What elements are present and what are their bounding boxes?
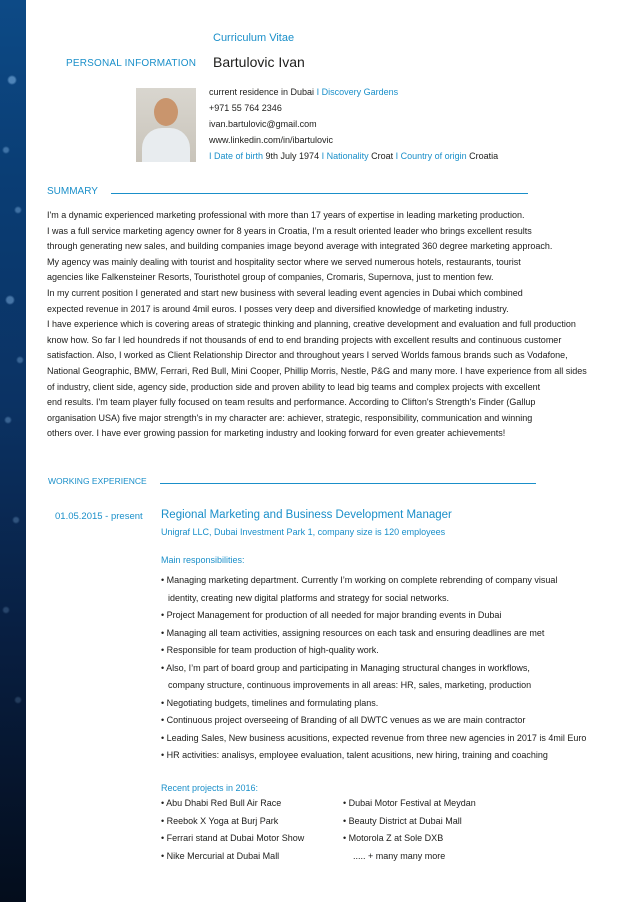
decorative-side-strip: [0, 0, 26, 902]
list-item: • Reebok X Yoga at Burj Park: [161, 815, 279, 826]
summary-line: I'm a dynamic experienced marketing professional with more than 17 years of expertise in leading marketing production.: [47, 210, 525, 220]
list-item: • HR activities: analisys, employee evaluation, talent acusitions, new hiring, training and coaching: [161, 750, 548, 760]
personal-information-label: PERSONAL INFORMATION: [66, 58, 197, 69]
projects-right-column: [343, 795, 476, 865]
nationality-value: Croat: [368, 151, 394, 161]
photo-head: [154, 98, 178, 126]
list-item: • Also, I’m part of board group and participating in Managing structural changes in workflows,: [161, 662, 530, 673]
list-item: • Responsible for team production of high-quality work.: [161, 645, 379, 655]
list-item: • Negotiating budgets, timelines and formulating plans.: [161, 697, 379, 708]
nationality-label: I Nationality: [319, 151, 369, 161]
residence-line: [209, 87, 398, 97]
summary-divider: [111, 193, 528, 194]
summary-line: I have experience which is covering areas of strategic thinking and planning, creative development and evaluation and full production: [47, 319, 576, 330]
origin-label: I Country of origin: [393, 151, 467, 161]
responsibilities-list: [161, 572, 631, 765]
summary-line: I was a full service marketing agency owner for 8 years in Croatia, I’m a result oriented leader who brings excellent results: [47, 225, 532, 236]
summary-line: through generating new sales, and building companies image beyond average with integrated 360 degree marketing approach.: [47, 241, 553, 252]
email-address: ivan.bartulovic@gmail.com: [209, 119, 317, 129]
photo-shirt: [142, 128, 190, 162]
list-item: • Abu Dhabi Red Bull Air Race: [161, 798, 282, 808]
summary-line: know how. So far I led houndreds if not thousands of end to end branding projects with excellent results and continuous customer: [47, 334, 562, 345]
phone-number: +971 55 764 2346: [209, 103, 282, 113]
water-spray-texture: [0, 0, 26, 902]
list-item: • Managing all team activities, assigning resources on each task and ensuring deadlines are met: [161, 627, 545, 638]
list-item: • Project Management for production of all needed for major branding events in Dubai: [161, 610, 502, 620]
list-item: identity, creating new digital platforms and strategy for social networks.: [168, 592, 449, 603]
summary-line: of industry, client side, agency side, production side and proven ability to lead big teams and complex projects with excellent: [47, 381, 541, 392]
summary-text: [47, 208, 632, 442]
profile-photo: [136, 88, 196, 162]
list-item: • Motorola Z at Sole DXB: [343, 833, 444, 843]
residence-prefix: current residence in Dubai: [209, 87, 315, 97]
residence-separator: I: [314, 87, 322, 97]
experience-divider: [160, 483, 536, 484]
summary-line: expected revenue in 2017 is around 4mil euros. I posses very deep and diversified knowledge of marketing industry.: [47, 303, 509, 314]
summary-line: end results. I'm team player fully focused on team results and performance. According to Clifton's Strength's Finder (Gallup: [47, 397, 536, 408]
dob-label: I Date of birth: [209, 151, 264, 161]
list-item: ..... + many many more: [353, 850, 446, 861]
list-item: • Continuous project overseeing of Branding of all DWTC venues as we are main contractor: [161, 715, 526, 725]
summary-heading: SUMMARY: [47, 186, 98, 197]
list-item: • Managing marketing department. Currently I’m working on complete rebrending of company visual: [161, 575, 558, 585]
linkedin-url: www.linkedin.com/in/ibartulovic: [209, 135, 334, 145]
summary-line: National Geographic, BMW, Ferrari, Red Bull, Mini Cooper, Phillip Morris, Nestle, P&G and many more. I have experience from all sides: [47, 365, 587, 376]
projects-left-column: [161, 795, 304, 865]
list-item: • Beauty District at Dubai Mall: [343, 815, 462, 826]
origin-value: Croatia: [466, 151, 499, 161]
personal-details-line: [209, 151, 498, 161]
list-item: • Nike Mercurial at Dubai Mall: [161, 850, 280, 861]
summary-line: others over. I have ever growing passion for marketing industry and looking forward for even greater achievements!: [47, 428, 506, 439]
residence-area: Discovery Gardens: [321, 87, 399, 97]
dob-value: 9th July 1974: [263, 151, 320, 161]
job-date-range: 01.05.2015 - present: [55, 511, 143, 522]
summary-line: satisfaction. Also, I worked as Client Relationship Director and throughout years I served Worlds famous brands such as Vodafone,: [47, 350, 568, 361]
recent-projects-heading: Recent projects in 2016:: [161, 783, 259, 793]
summary-line: My agency was mainly dealing with tourist and hospitality sector where we served numerous hotels, restaurants, tourist: [47, 256, 521, 267]
summary-line: agencies like Falkensteiner Resorts, Touristhotel group of companies, Cromaris, Supernova, just to mention few.: [47, 272, 494, 283]
list-item: • Ferrari stand at Dubai Motor Show: [161, 833, 305, 843]
list-item: • Leading Sales, New business acusitions, expected revenue from three new agencies in 2017 is 4mil Euro: [161, 732, 587, 743]
cv-title: Curriculum Vitae: [213, 32, 295, 44]
summary-line: organisation USA) five major strength's in my character are: achiever, strategic, responsibility, communication and winning: [47, 412, 533, 423]
summary-line: In my current position I generated and start new business with several leading event agencies in Dubai which combined: [47, 287, 523, 298]
responsibilities-heading: Main responsibilities:: [161, 555, 245, 565]
job-title: Regional Marketing and Business Development Manager: [161, 509, 452, 521]
job-company: Unigraf LLC, Dubai Investment Park 1, company size is 120 employees: [161, 527, 446, 537]
list-item: • Dubai Motor Festival at Meydan: [343, 798, 476, 808]
candidate-name: Bartulovic Ivan: [213, 54, 305, 70]
list-item: company structure, continuous improvements in all areas: HR, sales, marketing, production: [168, 680, 532, 690]
working-experience-heading: WORKING EXPERIENCE: [48, 476, 147, 486]
